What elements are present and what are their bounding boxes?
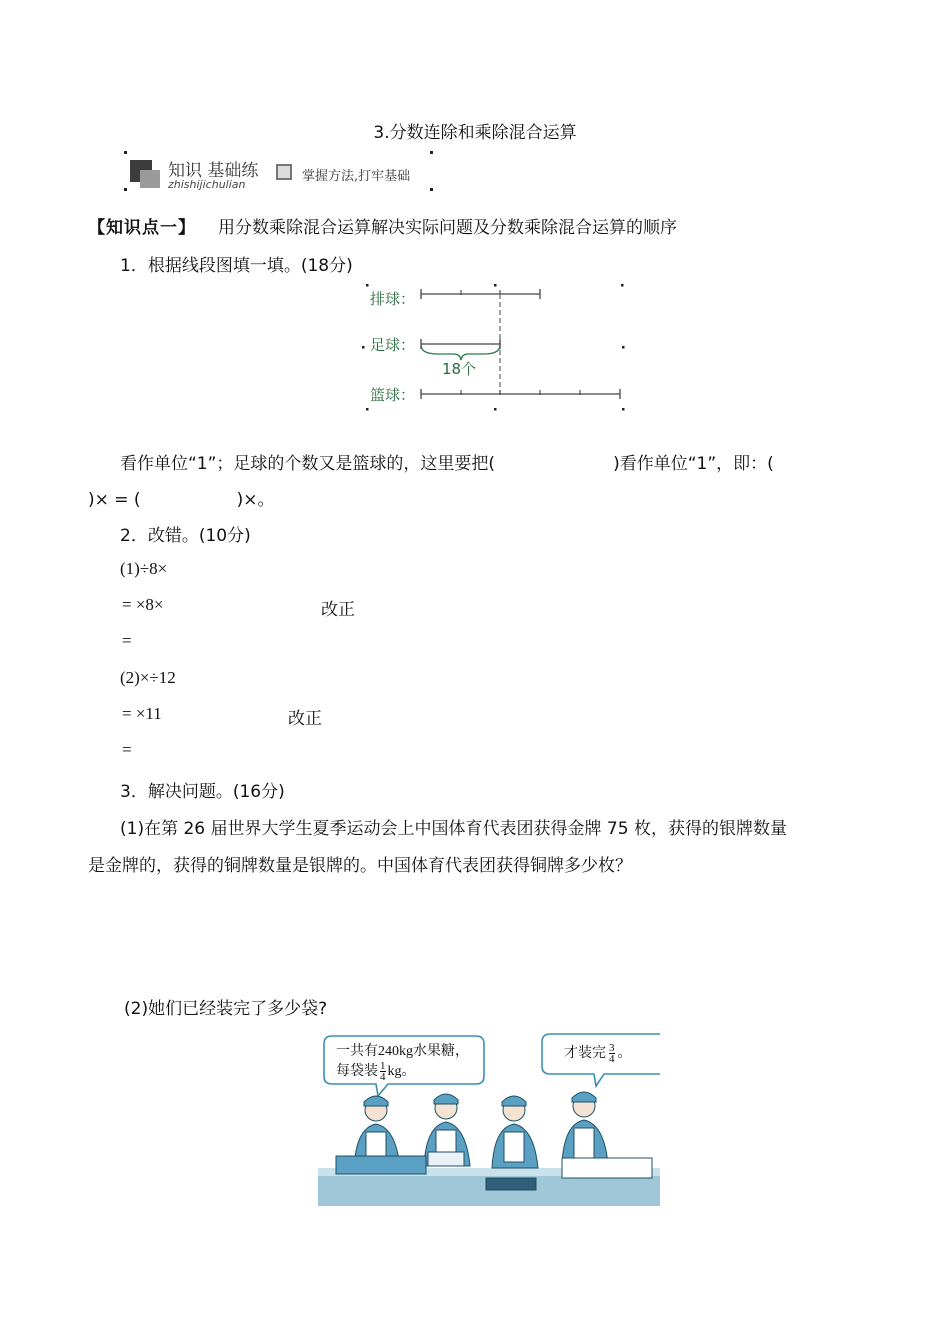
bubble-right [564,1042,632,1064]
packed-bags [562,1158,652,1178]
banner-slogan: 掌握方法,打牢基础 [302,169,411,184]
diagram-dot [366,284,369,287]
candy-tray [336,1156,426,1174]
page-title: 3.分数连除和乘除混合运算 [373,123,577,143]
bubble-left-line2 [336,1060,416,1082]
label-football: 足球： [370,336,416,354]
q1-heading: 1．根据线段图填一填。(18分) [120,256,353,276]
brace-value: 18个 [442,360,477,378]
q3-heading: 3．解决问题。(16分) [120,782,285,802]
diagram-dot [622,346,625,349]
q1-fill-line1 [120,449,774,474]
diagram-dot [622,408,625,411]
q2-p1-line2: = ×8× [122,595,164,614]
q2-p1-line1: (1)÷8× [120,559,168,578]
q1-fill-text-d: )×。 [236,490,275,510]
q1-fill-text-b: )看作单位“1”，即：( [613,454,774,474]
q2-p2-line1: (2)×÷12 [120,668,176,687]
section-banner [124,152,434,196]
q2-p2-fix: 改正 [288,709,322,729]
diagram-dot [621,284,624,287]
bubble-left-line1: 一共有240kg水果糖， [336,1044,469,1059]
corner-dot [430,188,433,191]
q3-p2: (2)她们已经装完了多少袋? [124,999,328,1019]
q2-heading: 2．改错。(10分) [120,526,251,546]
bag-stack [486,1178,536,1190]
label-basketball: 篮球： [370,386,416,404]
knowledge-point-text: 用分数乘除混合运算解决实际问题及分数乘除混合运算的顺序 [218,218,677,238]
q1-fill-text-c: )× = ( [88,490,141,510]
corner-dot [124,151,127,154]
line-segment-diagram [358,278,632,418]
diagram-dot [494,284,497,287]
q2-p1-fix: 改正 [321,600,355,620]
q2-p2-line3: = [122,740,132,759]
bubble-right-end: 。 [617,1046,632,1061]
packing-illustration [318,1028,660,1206]
banner-box-icon [276,164,292,180]
knowledge-point-tag: 【知识点一】 [88,218,196,238]
q3-p1-line1: (1)在第 26 届世界大学生夏季运动会上中国体育代表团获得金牌 75 枚，获得的银牌数量 [120,819,787,839]
diagram-dot [366,408,369,411]
banner-title: 知识 基础练 [168,161,259,181]
bubble-right-text: 才装完 [564,1046,606,1061]
q2-p1-line3: = [122,631,132,650]
fraction-three-quarters: $\frac{3}{4}$ [609,1042,615,1066]
diagram-dot [362,346,365,349]
diagram-dot [494,408,497,411]
q1-fill-text-a: 看作单位“1”；足球的个数又是篮球的，这里要把( [120,454,496,474]
q2-p2-line2: = ×11 [122,704,162,723]
banner-square-light [140,170,160,188]
label-volleyball: 排球： [370,290,416,308]
bubble-left-unit: kg。 [387,1064,416,1079]
corner-dot [124,188,127,191]
bubble-left-text: 每袋装 [336,1064,378,1079]
fraction-one-quarter: $\frac{1}{4}$ [380,1060,386,1084]
banner-subtitle: zhishijichulian [168,178,246,191]
corner-dot [430,151,433,154]
knowledge-point [88,213,677,238]
scale [428,1152,464,1166]
q3-p1-line2: 是金牌的，获得的铜牌数量是银牌的。中国体育代表团获得铜牌多少枚？ [88,856,632,876]
q1-fill-line2 [88,485,274,510]
